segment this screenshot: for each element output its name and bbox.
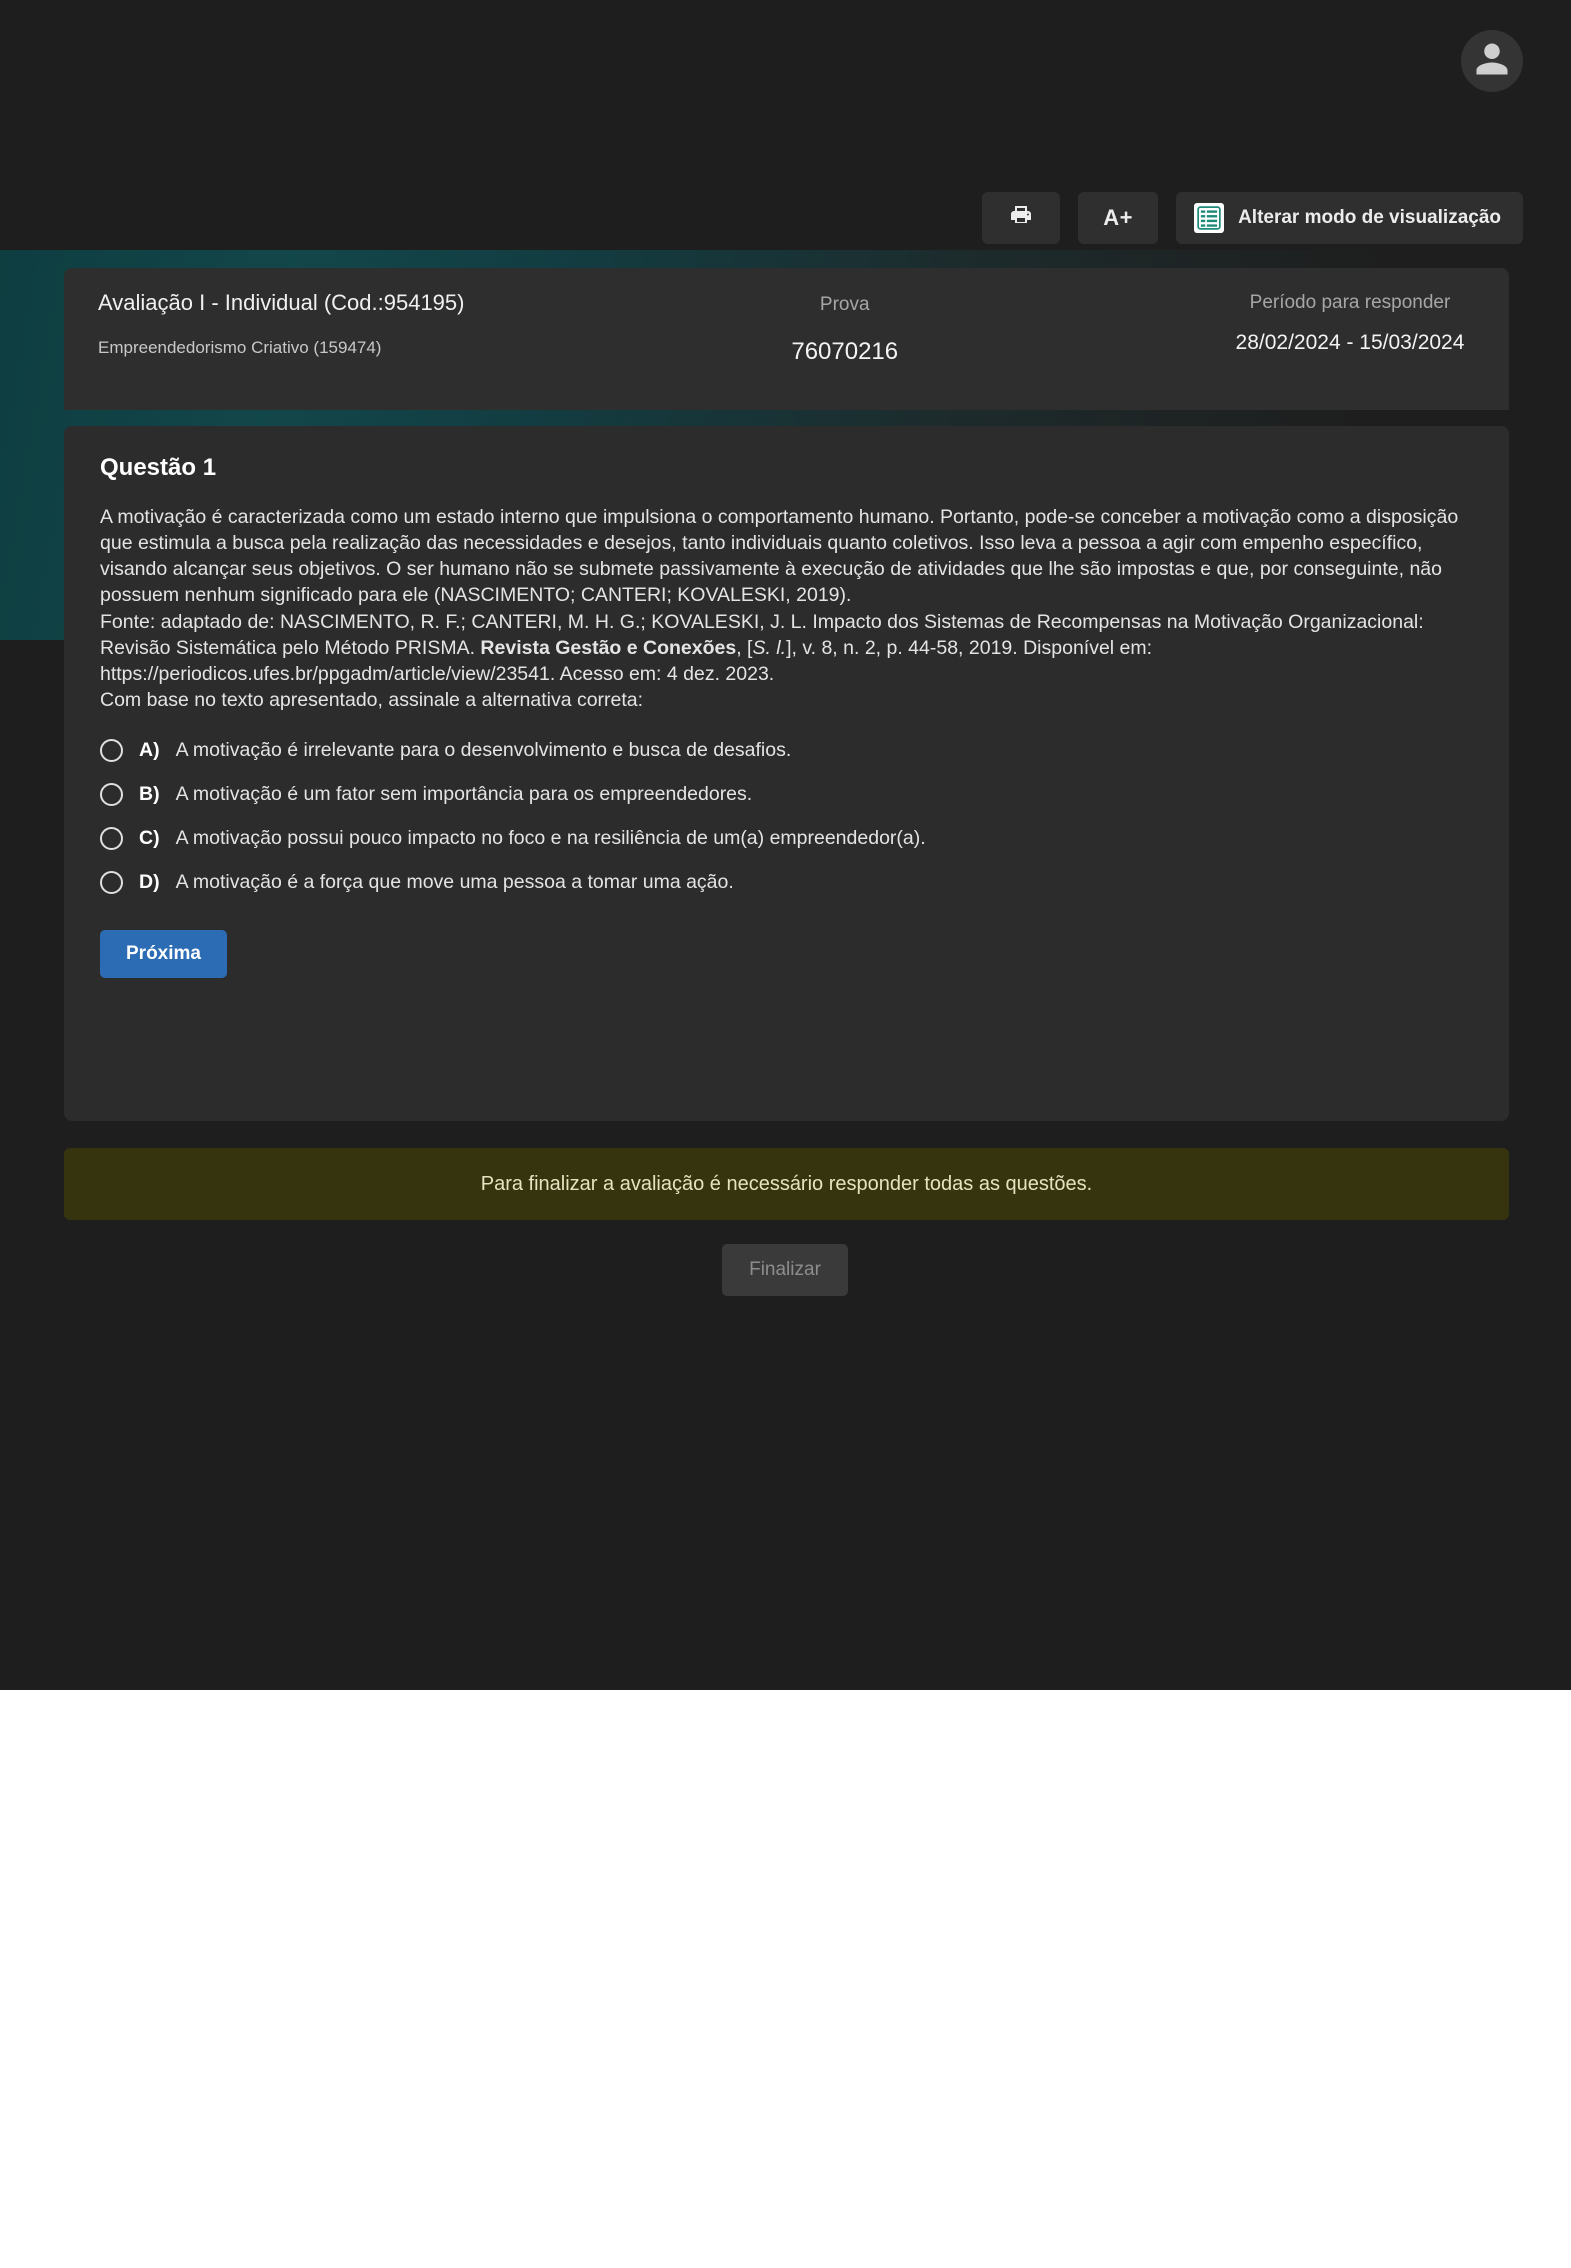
finish-warning-banner: Para finalizar a avaliação é necessário responder todas as questões.	[64, 1148, 1509, 1220]
option-text-c: A motivação possui pouco impacto no foco e na resiliência de um(a) empreendedor(a).	[175, 827, 926, 849]
source-journal: Revista Gestão e Conexões	[480, 636, 737, 659]
source-prefix: Fonte: adaptado de: NASCIMENTO, R. F.; CANTERI, M. H. G.; KOVALESKI, J. L. Impacto dos Sistemas de Recompensas na Motivação Organizacional: Revisão Sistemática pelo Método PRISMA.	[100, 610, 1424, 659]
period-value: 28/02/2024 - 15/03/2024	[1235, 331, 1465, 354]
source-place: S. l.	[752, 636, 787, 659]
avatar[interactable]	[1461, 30, 1523, 92]
source-mid: , [	[736, 636, 753, 659]
list-view-icon	[1194, 203, 1224, 233]
question-card	[64, 426, 1509, 1121]
question-paragraph: A motivação é caracterizada como um estado interno que impulsiona o comportamento humano. Portanto, pode-se conceber a motivação como a disposição que estimula a busca pela realização das necessidades e desejos, tanto individuais quanto coletivos. Isso leva a pessoa a agir com empenho específico, visando alcançar seus objetivos. O ser humano não se submete passivamente à execução de atividades que lhe são impostas e que, por conseguinte, não possuem nenhum significado para ele (NASCIMENTO; CANTERI; KOVALESKI, 2019).	[100, 506, 1459, 607]
option-a[interactable]	[100, 739, 1473, 762]
font-size-label: A+	[1103, 205, 1133, 230]
assessment-course: Empreendedorismo Criativo (159474)	[98, 338, 382, 357]
option-letter-a: A)	[139, 739, 160, 761]
user-avatar-icon	[1473, 40, 1511, 83]
period-label: Período para responder	[1249, 292, 1451, 313]
option-d[interactable]	[100, 871, 1473, 894]
increase-font-size-button[interactable]	[1078, 192, 1158, 244]
option-text-b: A motivação é um fator sem importância para os empreendedores.	[175, 783, 753, 805]
period-block	[1225, 290, 1475, 410]
exam-code-block	[791, 290, 898, 410]
option-letter-d: D)	[139, 871, 160, 893]
option-b[interactable]	[100, 783, 1473, 806]
radio-icon-b[interactable]	[100, 783, 123, 806]
question-title: Questão 1	[100, 454, 217, 481]
change-view-mode-button[interactable]	[1176, 192, 1523, 244]
radio-icon-d[interactable]	[100, 871, 123, 894]
source-suffix: ], v. 8, n. 2, p. 44-58, 2019. Disponível em: https://periodicos.ufes.br/ppgadm/article/view/23541. Acesso em: 4 dez. 2023.	[100, 636, 1153, 685]
assessment-title: Avaliação I - Individual (Cod.:954195)	[98, 290, 465, 315]
option-text-d: A motivação é a força que move uma pessoa a tomar uma ação.	[175, 871, 734, 893]
option-letter-c: C)	[139, 827, 160, 849]
printer-icon	[1009, 203, 1033, 233]
exam-code: 76070216	[791, 338, 899, 365]
assessment-header	[64, 268, 1509, 410]
question-body	[100, 504, 1473, 713]
question-instruction: Com base no texto apresentado, assinale a alternativa correta:	[100, 688, 644, 711]
option-text-a: A motivação é irrelevante para o desenvolvimento e busca de desafios.	[175, 739, 792, 761]
exam-label: Prova	[819, 294, 870, 315]
finish-button[interactable]: Finalizar	[722, 1244, 848, 1296]
radio-icon-a[interactable]	[100, 739, 123, 762]
option-letter-b: B)	[139, 783, 160, 805]
toolbar	[982, 192, 1523, 244]
assessment-identity	[98, 290, 464, 410]
question-source	[100, 609, 1473, 687]
next-question-button[interactable]: Próxima	[100, 930, 227, 978]
options-list	[100, 739, 1473, 894]
view-mode-label: Alterar modo de visualização	[1238, 207, 1501, 228]
print-button[interactable]	[982, 192, 1060, 244]
radio-icon-c[interactable]	[100, 827, 123, 850]
option-c[interactable]	[100, 827, 1473, 850]
